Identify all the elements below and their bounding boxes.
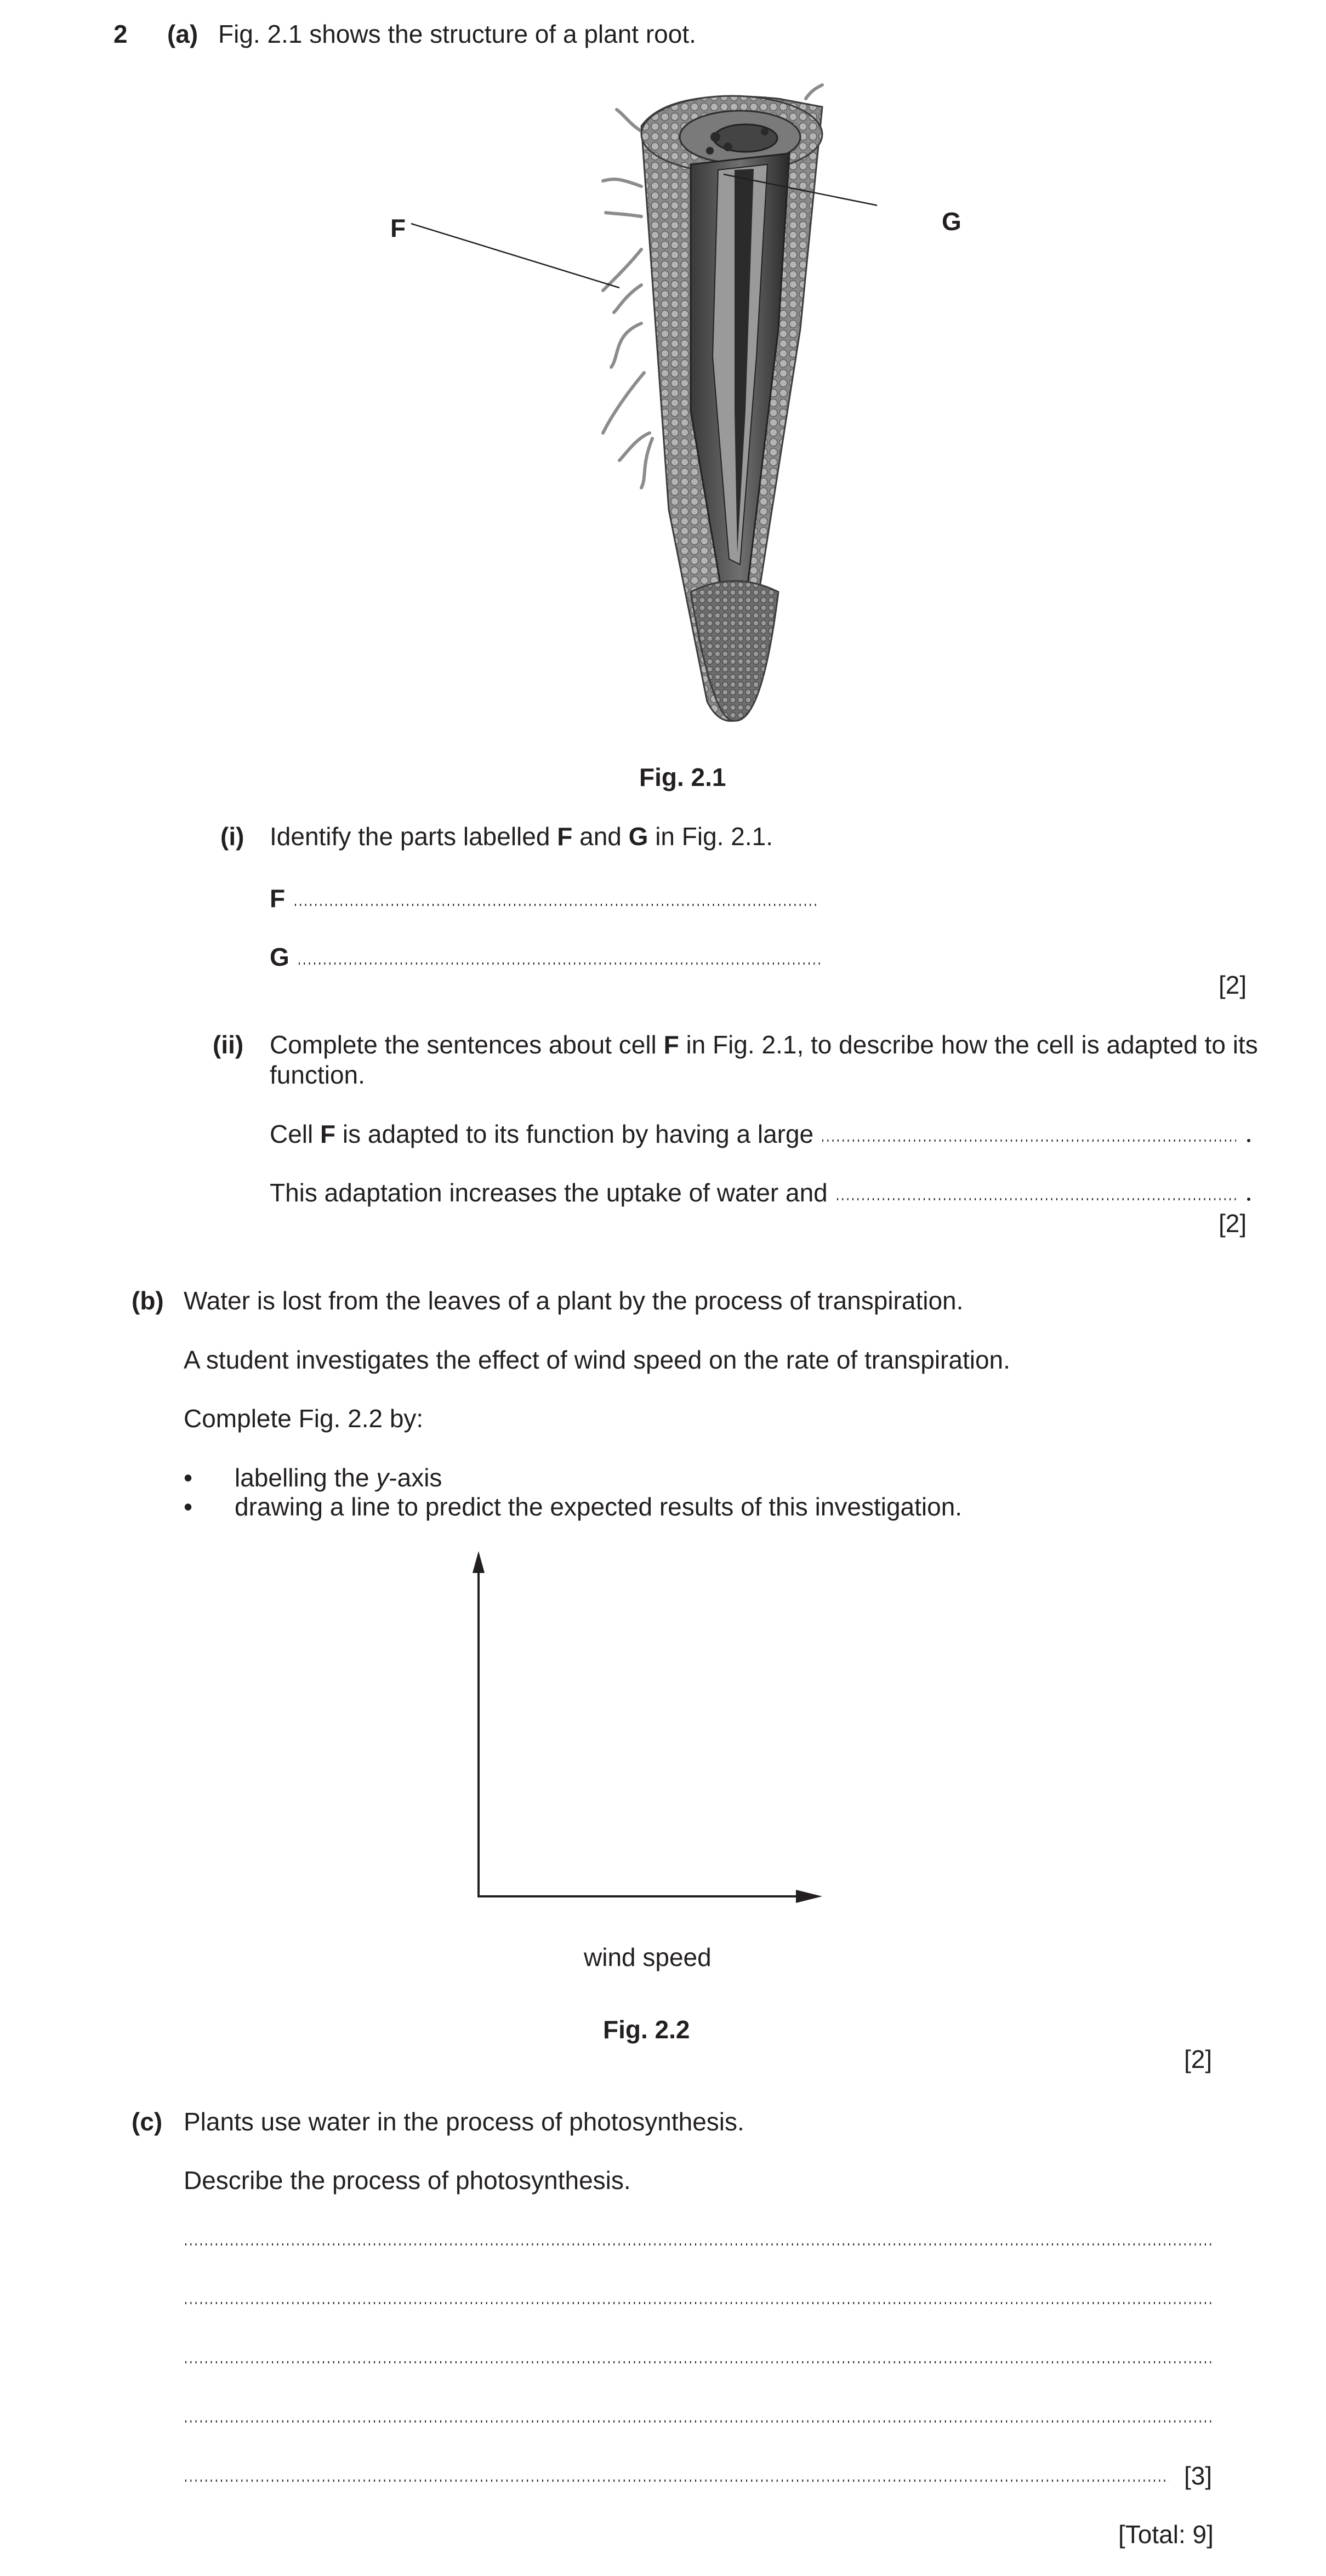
sub-ii-prompt-line1: Complete the sentences about cell F in Fig. 2.1, to describe how the cell is adapted to its [270, 1030, 1258, 1059]
part-a-intro: Fig. 2.1 shows the structure of a plant root. [218, 20, 696, 48]
sub-ii-label: (ii) [213, 1030, 244, 1059]
sentence-2: This adaptation increases the uptake of water and [270, 1178, 828, 1207]
part-b-marks: [2] [1184, 2045, 1213, 2073]
part-c-marks: [3] [1184, 2461, 1213, 2490]
part-c-line2: Describe the process of photosynthesis. [184, 2166, 631, 2195]
sentence-1-answer-field[interactable] [822, 1138, 1255, 1143]
part-c-line1: Plants use water in the process of photosynthesis. [184, 2107, 744, 2136]
fig-2-1-caption: Fig. 2.1 [639, 763, 726, 791]
part-b-label: (b) [132, 1286, 164, 1315]
answer-line-2[interactable] [185, 2300, 1216, 2306]
question-number: 2 [113, 20, 128, 48]
sub-ii-marks: [2] [1219, 1209, 1247, 1238]
answer-line-5[interactable] [185, 2478, 1172, 2483]
answer-F-field[interactable] [295, 902, 821, 908]
bullet-2-marker: • [184, 1492, 193, 1521]
x-axis-label: wind speed [584, 1943, 712, 1971]
bullet-1: labelling the y-axis [235, 1463, 442, 1492]
sub-i-label: (i) [220, 822, 244, 851]
answer-line-3[interactable] [185, 2360, 1216, 2365]
answer-G-field[interactable] [299, 961, 825, 966]
part-b-line2: A student investigates the effect of wind speed on the rate of transpiration. [184, 1346, 1010, 1374]
answer-G-label: G [270, 943, 289, 971]
bullet-2: drawing a line to predict the expected results of this investigation. [235, 1492, 963, 1521]
fig-2-2-caption: Fig. 2.2 [603, 2015, 690, 2044]
part-b-line3: Complete Fig. 2.2 by: [184, 1404, 424, 1433]
bullet-1-marker: • [184, 1463, 193, 1492]
answer-line-1[interactable] [185, 2242, 1216, 2247]
label-F: F [390, 214, 406, 242]
root-diagram [384, 82, 877, 734]
total-marks: [Total: 9] [1118, 2520, 1214, 2549]
graph-axes[interactable] [460, 1546, 833, 1907]
sentence-1: Cell F is adapted to its function by having a large [270, 1120, 814, 1148]
answer-line-4[interactable] [185, 2419, 1216, 2424]
sub-ii-prompt-line2: function. [270, 1061, 365, 1089]
sentence-2-answer-field[interactable] [837, 1196, 1255, 1202]
part-c-label: (c) [132, 2107, 163, 2136]
sub-i-prompt: Identify the parts labelled F and G in Fig. 2.1. [270, 822, 773, 851]
part-b-line1: Water is lost from the leaves of a plant by the process of transpiration. [184, 1286, 964, 1315]
part-a-label: (a) [167, 20, 198, 48]
answer-F-label: F [270, 884, 286, 913]
label-G: G [942, 207, 961, 236]
sub-i-marks: [2] [1219, 971, 1247, 999]
